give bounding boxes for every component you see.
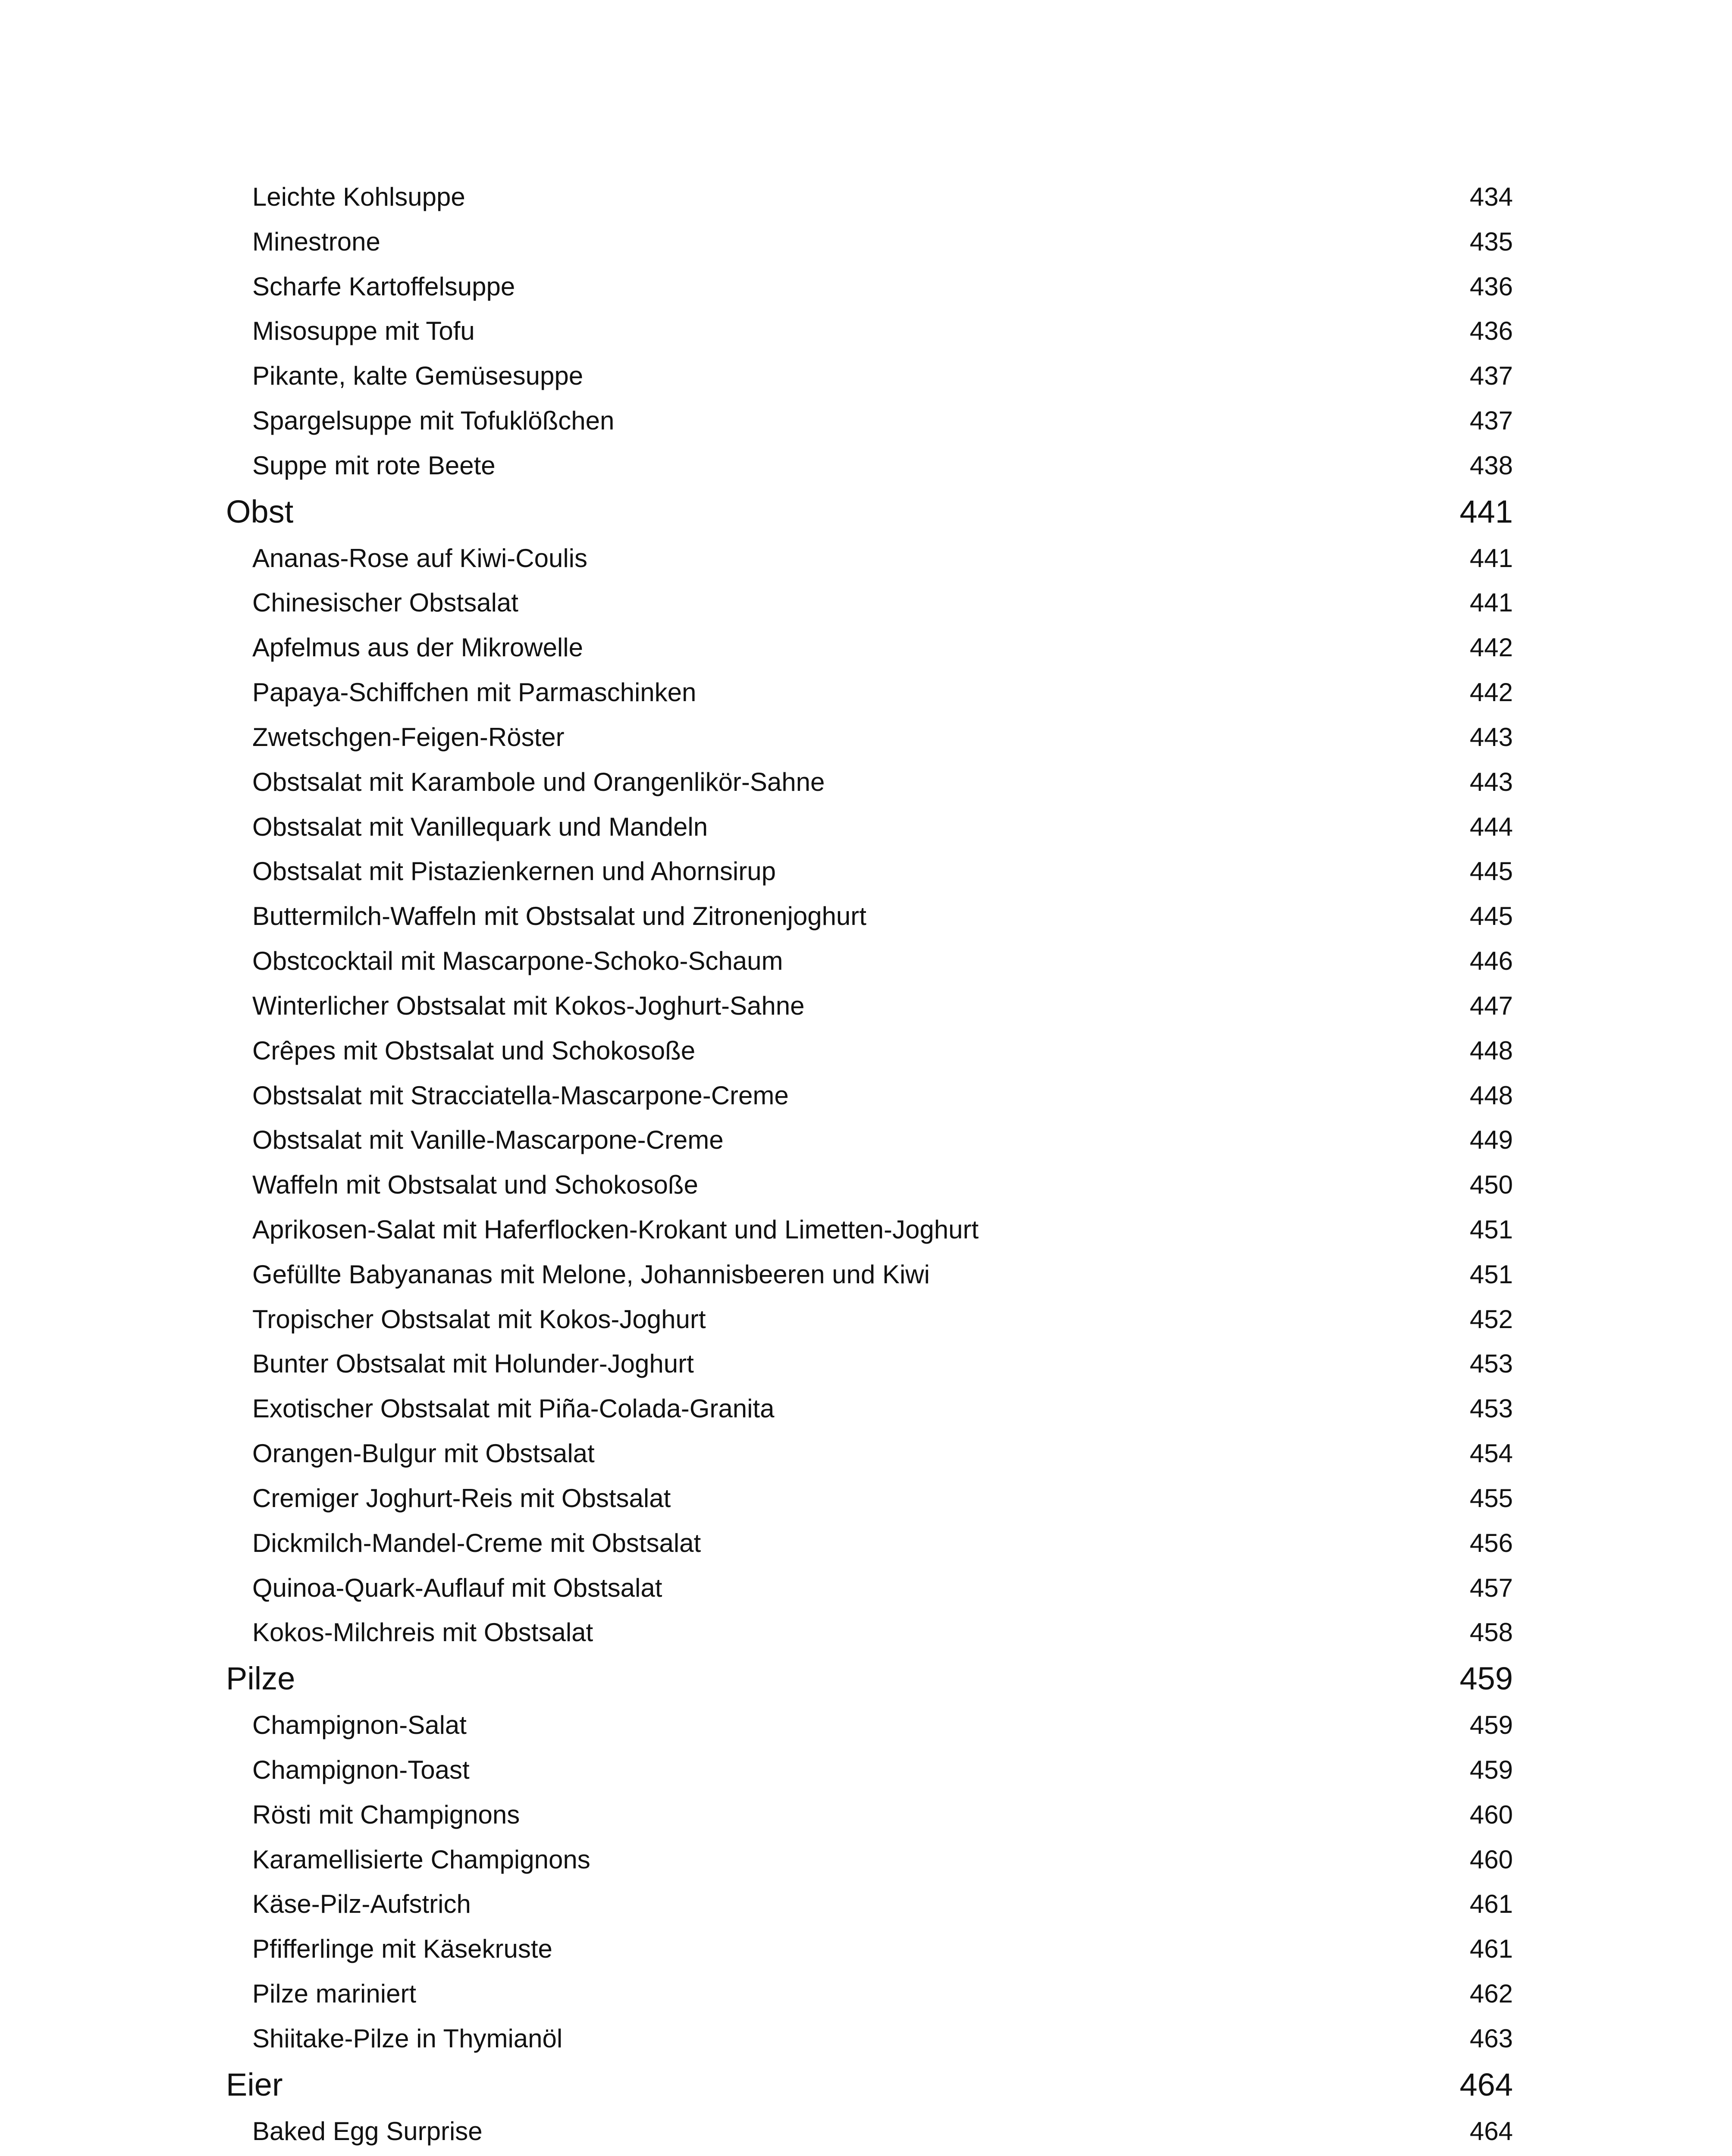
toc-entry-page: 447 bbox=[1469, 991, 1513, 1020]
toc-entry-title: Tropischer Obstsalat mit Kokos-Joghurt bbox=[252, 1305, 706, 1334]
toc-entry-title: Quinoa-Quark-Auflauf mit Obstsalat bbox=[252, 1573, 662, 1602]
toc-entry-page: 436 bbox=[1469, 317, 1513, 345]
toc-entry-title: Winterlicher Obstsalat mit Kokos-Joghurt-Sahne bbox=[252, 991, 805, 1020]
toc-entry[interactable] bbox=[0, 1837, 1732, 1882]
toc-entry-title: Champignon-Salat bbox=[252, 1711, 467, 1739]
toc-entry[interactable] bbox=[0, 175, 1732, 219]
toc-entry-title: Aprikosen-Salat mit Haferflocken-Krokant und Limetten-Joghurt bbox=[252, 1215, 979, 1244]
toc-entry[interactable] bbox=[0, 1476, 1732, 1520]
toc-section-title: Eier bbox=[226, 2067, 283, 2103]
toc-entry-title: Obstcocktail mit Mascarpone-Schoko-Schaum bbox=[252, 946, 783, 975]
toc-entry[interactable] bbox=[0, 894, 1732, 938]
toc-section-title: Pilze bbox=[226, 1661, 295, 1696]
toc-entry-title: Gefüllte Babyananas mit Melone, Johannisbeeren und Kiwi bbox=[252, 1260, 930, 1289]
toc-entry[interactable] bbox=[0, 443, 1732, 488]
toc-entry-page: 442 bbox=[1469, 678, 1513, 707]
toc-entry-page: 457 bbox=[1469, 1573, 1513, 1602]
toc-entry-page: 435 bbox=[1469, 227, 1513, 256]
toc-entry[interactable] bbox=[0, 1163, 1732, 1207]
toc-entry-page bbox=[1470, 2153, 1513, 2156]
toc-entry[interactable] bbox=[0, 309, 1732, 353]
toc-entry-page: 445 bbox=[1469, 857, 1513, 886]
toc-entry-page: 449 bbox=[1469, 1125, 1513, 1154]
toc-entry-page: 455 bbox=[1469, 1484, 1513, 1513]
toc-entry[interactable] bbox=[0, 536, 1732, 580]
toc-entry-title: Obstsalat mit Vanillequark und Mandeln bbox=[252, 812, 708, 841]
toc-entry[interactable] bbox=[0, 1386, 1732, 1431]
toc-entry[interactable] bbox=[0, 219, 1732, 264]
toc-entry-page: 462 bbox=[1469, 1979, 1513, 2008]
toc-entry-title: Buttermilch-Waffeln mit Obstsalat und Zitronenjoghurt bbox=[252, 902, 866, 931]
toc-entry-page: 441 bbox=[1469, 544, 1513, 573]
toc-entry-title: Käse-Pilz-Aufstrich bbox=[252, 1890, 471, 1918]
toc-entry[interactable] bbox=[0, 760, 1732, 804]
toc-entry[interactable] bbox=[0, 1792, 1732, 1837]
toc-entry[interactable] bbox=[0, 1566, 1732, 1610]
toc-entry-page: 461 bbox=[1469, 1934, 1513, 1963]
toc-entry[interactable] bbox=[0, 264, 1732, 309]
toc-entry[interactable] bbox=[0, 1297, 1732, 1341]
toc-entry-page: 448 bbox=[1469, 1081, 1513, 1110]
toc-entry-title: Obstsalat mit Karambole und Orangenlikör-Sahne bbox=[252, 768, 825, 796]
toc-entry-title: Obstsalat mit Pistazienkernen und Ahornsirup bbox=[252, 857, 776, 886]
toc-section-page: 464 bbox=[1459, 2067, 1513, 2103]
toc-section-page: 441 bbox=[1459, 494, 1513, 530]
toc-section-page: 459 bbox=[1459, 1661, 1513, 1696]
toc-entry[interactable] bbox=[0, 1207, 1732, 1252]
toc-entry-title: Baked Egg Surprise bbox=[252, 2117, 483, 2146]
toc-entry-title: Shiitake-Pilze in Thymianöl bbox=[252, 2024, 563, 2053]
toc-entry-title: Obstsalat mit Stracciatella-Mascarpone-Creme bbox=[252, 1081, 789, 1110]
toc-entry-title: Apfelmus aus der Mikrowelle bbox=[252, 633, 583, 662]
toc-section-title: Obst bbox=[226, 494, 294, 530]
toc-entry-title: Kokos-Milchreis mit Obstsalat bbox=[252, 1618, 593, 1647]
toc-entry-title: Waffeln mit Obstsalat und Schokosoße bbox=[252, 1170, 698, 1199]
toc-entry[interactable] bbox=[0, 1971, 1732, 2016]
toc-entry-page: 454 bbox=[1469, 1439, 1513, 1468]
toc-entry[interactable] bbox=[0, 715, 1732, 759]
toc-entry-title: Papaya-Schiffchen mit Parmaschinken bbox=[252, 678, 697, 707]
toc-entry-page: 446 bbox=[1469, 946, 1513, 975]
toc-entry[interactable] bbox=[0, 2153, 1732, 2156]
toc-entry[interactable] bbox=[0, 1341, 1732, 1386]
toc-entry-title: Exotischer Obstsalat mit Piña-Colada-Granita bbox=[252, 1394, 775, 1423]
toc-entry-page: 463 bbox=[1469, 2024, 1513, 2053]
toc-entry[interactable] bbox=[0, 670, 1732, 714]
toc-entry[interactable] bbox=[0, 2016, 1732, 2061]
toc-entry[interactable] bbox=[0, 1073, 1732, 1118]
toc-section-heading[interactable] bbox=[0, 488, 1732, 536]
toc-entry-page: 458 bbox=[1469, 1618, 1513, 1647]
toc-entry-title: Minestrone bbox=[252, 227, 380, 256]
toc-entry[interactable] bbox=[0, 354, 1732, 398]
toc-entry-title: Pfifferlinge mit Käsekruste bbox=[252, 1934, 552, 1963]
toc-entry-title: Misosuppe mit Tofu bbox=[252, 317, 475, 345]
toc-entry-title: Orangen-Bulgur mit Obstsalat bbox=[252, 1439, 595, 1468]
toc-entry-title: Pikante, kalte Gemüsesuppe bbox=[252, 361, 584, 390]
toc-entry-page: 438 bbox=[1469, 451, 1513, 480]
toc-entry-title: Zwetschgen-Feigen-Röster bbox=[252, 723, 565, 752]
toc-entry-title: Scharfe Kartoffelsuppe bbox=[252, 272, 515, 301]
toc-entry[interactable] bbox=[0, 805, 1732, 849]
toc-entry-page: 441 bbox=[1469, 588, 1513, 617]
toc-entry-title: Karamellisierte Champignons bbox=[252, 1845, 590, 1874]
toc-entry-page: 450 bbox=[1469, 1170, 1513, 1199]
toc-entry[interactable] bbox=[0, 1028, 1732, 1073]
toc-section-heading[interactable] bbox=[0, 1655, 1732, 1702]
toc-entry[interactable] bbox=[0, 1882, 1732, 1926]
toc-entry-title: Leichte Kohlsuppe bbox=[252, 182, 465, 211]
toc-entry-page: 461 bbox=[1469, 1890, 1513, 1918]
toc-entry[interactable] bbox=[0, 580, 1732, 625]
toc-entry-title: Obstsalat mit Vanille-Mascarpone-Creme bbox=[252, 1125, 724, 1154]
toc-entry-page: 453 bbox=[1469, 1349, 1513, 1378]
toc-entry-page: 453 bbox=[1469, 1394, 1513, 1423]
toc-entry-title: Pilze mariniert bbox=[252, 1979, 417, 2008]
toc-entry-page: 460 bbox=[1469, 1845, 1513, 1874]
toc-entry[interactable] bbox=[0, 1703, 1732, 1747]
toc-entry-title: Chinesischer Obstsalat bbox=[252, 588, 518, 617]
toc-entry[interactable] bbox=[0, 625, 1732, 670]
toc-section-heading[interactable] bbox=[0, 2061, 1732, 2109]
toc-entry-title: Bunter Obstsalat mit Holunder-Joghurt bbox=[252, 1349, 694, 1378]
toc-entry-page: 437 bbox=[1469, 406, 1513, 435]
toc-entry[interactable] bbox=[0, 2109, 1732, 2153]
toc-entry[interactable] bbox=[0, 939, 1732, 983]
toc-entry[interactable] bbox=[0, 1610, 1732, 1655]
toc-entry-page: 459 bbox=[1469, 1711, 1513, 1739]
toc-entry[interactable] bbox=[0, 1927, 1732, 1971]
toc-entry-page: 460 bbox=[1469, 1800, 1513, 1829]
toc-entry[interactable] bbox=[0, 398, 1732, 443]
toc-entry-page: 436 bbox=[1469, 272, 1513, 301]
toc-entry-page: 448 bbox=[1469, 1036, 1513, 1065]
toc-entry-page: 451 bbox=[1469, 1260, 1513, 1289]
toc-entry-title bbox=[252, 2153, 597, 2156]
toc-entry[interactable] bbox=[0, 1252, 1732, 1297]
toc-entry-title: Cremiger Joghurt-Reis mit Obstsalat bbox=[252, 1484, 671, 1513]
toc-entry[interactable] bbox=[0, 1521, 1732, 1565]
toc-entry-page: 456 bbox=[1469, 1529, 1513, 1557]
toc-entry[interactable] bbox=[0, 1118, 1732, 1162]
toc-entry-page: 443 bbox=[1469, 723, 1513, 752]
toc-entry-title: Crêpes mit Obstsalat und Schokosoße bbox=[252, 1036, 696, 1065]
toc-entry[interactable] bbox=[0, 1431, 1732, 1476]
toc-entry-page: 464 bbox=[1469, 2117, 1513, 2146]
toc-entry-title: Rösti mit Champignons bbox=[252, 1800, 520, 1829]
toc-entry-page: 451 bbox=[1469, 1215, 1513, 1244]
toc-entry[interactable] bbox=[0, 849, 1732, 893]
toc-entry-page: 452 bbox=[1469, 1305, 1513, 1334]
toc-entry-page: 437 bbox=[1469, 361, 1513, 390]
toc-entry[interactable] bbox=[0, 1748, 1732, 1792]
toc-entry-page: 443 bbox=[1469, 768, 1513, 796]
toc-entry-title: Champignon-Toast bbox=[252, 1755, 470, 1784]
toc-entry-page: 445 bbox=[1469, 902, 1513, 931]
toc-entry[interactable] bbox=[0, 984, 1732, 1028]
toc-entry-page: 434 bbox=[1469, 182, 1513, 211]
toc-entry-page: 442 bbox=[1469, 633, 1513, 662]
toc-entry-page: 459 bbox=[1469, 1755, 1513, 1784]
toc-entry-title: Spargelsuppe mit Tofuklößchen bbox=[252, 406, 615, 435]
toc-entry-title: Dickmilch-Mandel-Creme mit Obstsalat bbox=[252, 1529, 701, 1557]
toc-entry-title: Suppe mit rote Beete bbox=[252, 451, 496, 480]
toc-entry-title: Ananas-Rose auf Kiwi-Coulis bbox=[252, 544, 588, 573]
toc-entry-page: 444 bbox=[1469, 812, 1513, 841]
